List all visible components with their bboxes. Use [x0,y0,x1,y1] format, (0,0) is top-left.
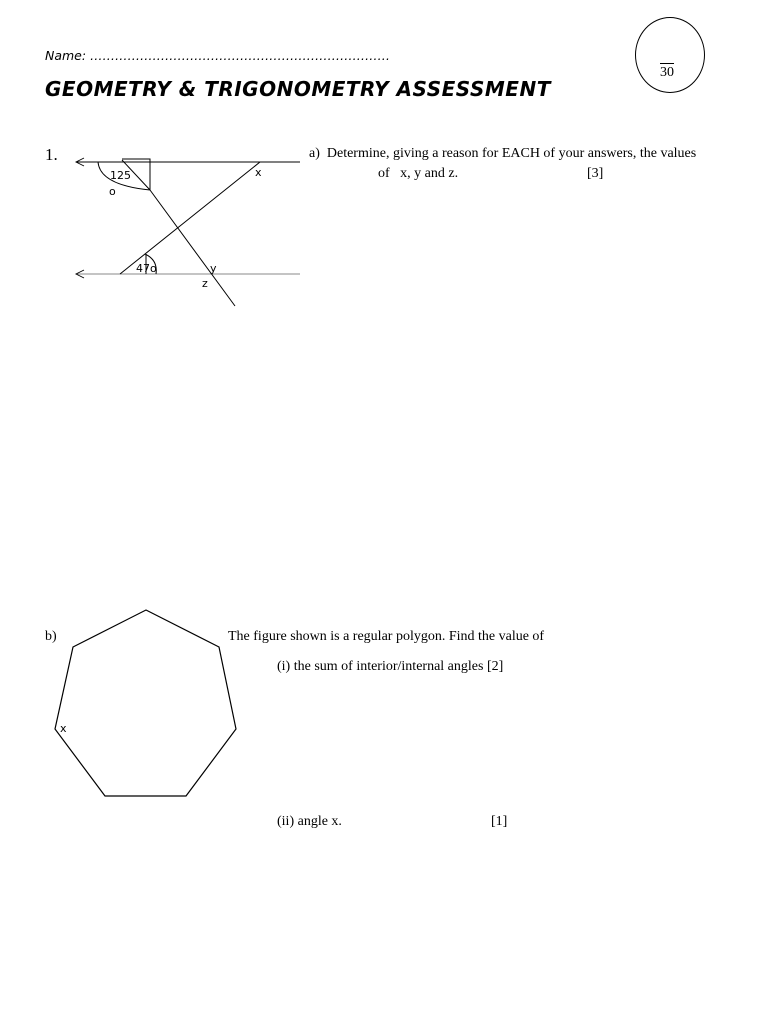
question-1a-prompt-cont: of x, y and z. [378,166,459,181]
score-circle [635,17,705,93]
label-y: y [210,262,217,275]
question-1a-prompt: a) Determine, giving a reason for EACH of your answers, the values [309,146,697,161]
angle-degree-symbol: o [109,185,116,198]
heptagon-angle-label-x: x [60,722,67,735]
parallel-lines-diagram [70,150,310,315]
name-field-line: Name: ……………………………………………………………… [45,48,391,63]
question-1-number: 1. [45,145,58,164]
angle-label-125: 125 [110,169,131,182]
transversal-line-2 [120,162,260,274]
question-1b-part-ii: (ii) angle x. [277,814,342,829]
question-1b-part-i: (i) the sum of interior/internal angles [2] [277,659,504,674]
label-z: z [202,277,208,290]
question-1b-label: b) [45,629,57,644]
angle-label-47: 47o [136,262,157,275]
question-1a-marks: [3] [587,166,604,181]
label-x: x [255,166,262,179]
page-title: GEOMETRY & TRIGONOMETRY ASSESSMENT [45,77,551,101]
transversal-line-1 [150,190,235,306]
question-1b-prompt: The figure shown is a regular polygon. Find the value of [228,629,545,644]
question-1b-part-ii-marks: [1] [491,814,508,829]
heptagon-diagram [50,605,245,803]
regular-heptagon [55,610,236,796]
score-total: 30 [660,65,674,80]
